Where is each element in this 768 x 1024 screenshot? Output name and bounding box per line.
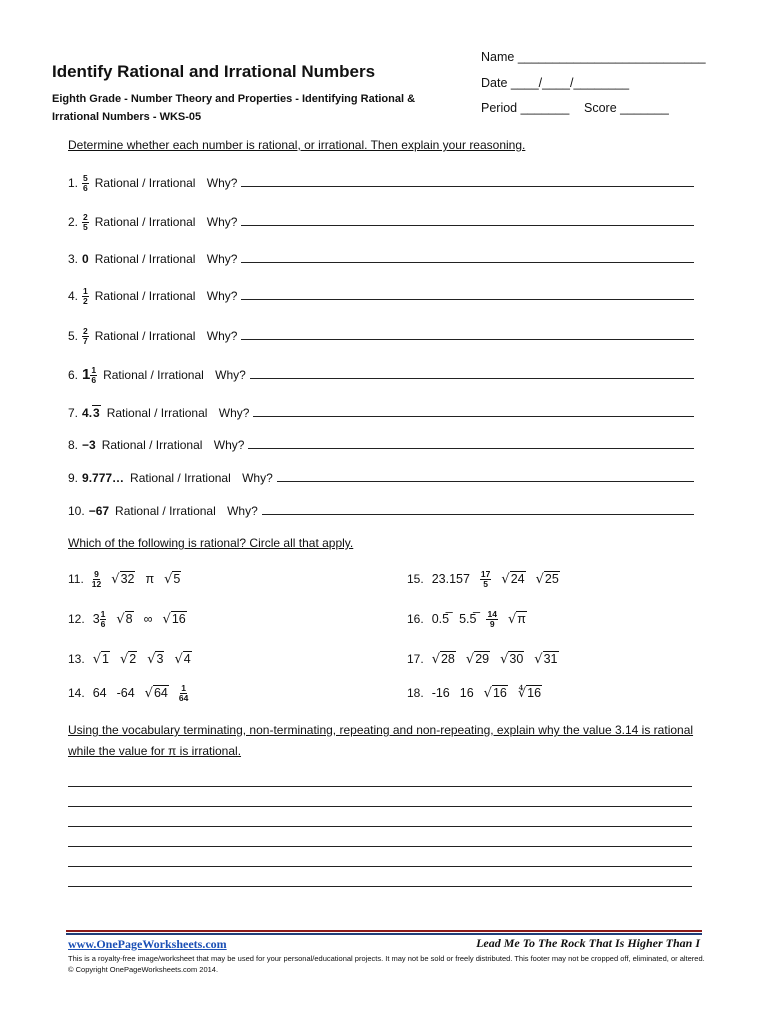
answer-option[interactable]: 5.5̅ <box>459 612 477 626</box>
question-expression: −3 <box>82 438 96 452</box>
fraction-numerator: 5 <box>83 173 88 184</box>
fraction-denominator: 5 <box>83 222 88 233</box>
question-expression <box>82 173 89 194</box>
question-number: 12. <box>68 612 85 626</box>
answer-option[interactable] <box>500 652 524 666</box>
answer-option[interactable]: 3 $\frac{1}{6}$ <box>92 609 106 630</box>
radicand: 24 <box>510 572 525 586</box>
why-label: Why? <box>211 368 246 382</box>
why-answer-line[interactable] <box>262 502 694 515</box>
fraction-denominator: 6 <box>83 183 88 194</box>
question-expression: 9.777… <box>82 471 125 485</box>
rational-irrational-choice[interactable]: Rational / Irrational <box>103 368 204 382</box>
why-label: Why? <box>203 329 238 343</box>
question-expression: 1 $\frac{1}{6}$ <box>82 365 97 386</box>
worksheet-title: Identify Rational and Irrational Numbers <box>52 62 376 81</box>
radical-sign: √ <box>500 652 509 667</box>
radical-sign: √ <box>119 652 129 667</box>
radicand: 31 <box>543 652 558 666</box>
multiple-choice-row <box>407 684 552 702</box>
question-expression <box>82 326 89 347</box>
radical-sign: √ <box>147 652 156 667</box>
answer-line[interactable] <box>68 826 692 827</box>
fraction-denominator: 6 <box>91 375 97 386</box>
question-number: 6. <box>68 368 79 382</box>
radical-sign: √ <box>483 686 492 701</box>
rational-irrational-choice[interactable]: Rational / Irrational <box>106 406 208 420</box>
score-field[interactable]: Score _______ <box>584 101 669 115</box>
radicand: 4 <box>183 652 191 666</box>
question-number: 4. <box>68 289 79 303</box>
multiple-choice-row <box>68 650 202 668</box>
why-label: Why? <box>203 252 238 266</box>
why-label: Why? <box>203 215 238 229</box>
fraction <box>100 610 107 629</box>
answer-option[interactable] <box>508 612 527 626</box>
answer-line[interactable] <box>68 866 692 867</box>
question-row <box>68 213 694 231</box>
question-row <box>68 287 694 305</box>
question-number: 13. <box>68 652 85 666</box>
radical-sign: √ <box>164 572 173 587</box>
question-row <box>68 250 694 268</box>
rational-irrational-choice[interactable]: Rational / Irrational <box>130 471 231 485</box>
why-label: Why? <box>203 289 238 303</box>
section2-instruction: Which of the following is rational? Circle all that apply. <box>68 536 354 550</box>
answer-option[interactable]: -64 <box>116 686 135 700</box>
radicand: 1 <box>101 652 109 666</box>
radicand: 29 <box>475 652 490 666</box>
why-answer-line[interactable] <box>241 287 694 300</box>
answer-option[interactable]: -16 <box>431 686 450 700</box>
radicand: 8 <box>125 612 133 626</box>
rational-irrational-choice[interactable]: Rational / Irrational <box>94 215 196 229</box>
answer-option[interactable] <box>484 686 508 700</box>
question-number: 17. <box>407 652 424 666</box>
fraction-numerator: 2 <box>83 212 88 223</box>
fraction-numerator: 17 <box>480 569 491 580</box>
fraction <box>480 570 491 589</box>
answer-option[interactable] <box>432 652 456 666</box>
radical-sign: √ <box>111 572 120 587</box>
question-number: 18. <box>407 686 424 700</box>
answer-option[interactable] <box>120 652 137 666</box>
why-answer-line[interactable] <box>241 250 694 263</box>
multiple-choice-row <box>407 570 570 588</box>
question-number: 3. <box>68 252 79 266</box>
section1-instruction: Determine whether each number is rational, or irrational. Then explain your reasoning. <box>68 138 526 152</box>
fraction <box>82 327 89 346</box>
rational-irrational-choice[interactable]: Rational / Irrational <box>115 504 216 518</box>
radicand: 3 <box>156 652 164 666</box>
multiple-choice-row <box>68 610 197 628</box>
answer-option[interactable] <box>111 572 135 586</box>
why-answer-line[interactable] <box>248 436 694 449</box>
name-field[interactable]: Name ___________________________ <box>481 50 706 64</box>
answer-option[interactable]: π <box>145 572 155 586</box>
fraction <box>90 366 97 385</box>
answer-option[interactable] <box>164 572 181 586</box>
radicand: 16 <box>171 612 186 626</box>
answer-option[interactable]: 23.157 <box>431 572 470 586</box>
radicand: 25 <box>544 572 559 586</box>
radicand: 5 <box>173 572 181 586</box>
radical-sign: √ <box>92 652 101 667</box>
question-number: 2. <box>68 215 79 229</box>
question-number: 9. <box>68 471 79 485</box>
radical-sign: √ <box>465 652 475 667</box>
why-answer-line[interactable] <box>250 366 694 379</box>
answer-option[interactable] <box>145 686 169 700</box>
worksheet-subtitle: Eighth Grade - Number Theory and Properties - Identifying Rational & Irrational Numbers - WKS-05 <box>52 93 416 123</box>
date-field[interactable]: Date ____/____/________ <box>481 76 630 90</box>
radical-sign: √ <box>534 652 543 667</box>
why-label: Why? <box>203 176 238 190</box>
answer-option[interactable] <box>163 612 187 626</box>
rational-irrational-choice[interactable]: Rational / Irrational <box>94 289 196 303</box>
radical-sign: √ <box>507 612 517 627</box>
fraction <box>82 174 89 193</box>
why-answer-line[interactable] <box>241 174 694 187</box>
radicand: 16 <box>492 686 507 700</box>
footer-copyright-note: This is a royalty-free image/worksheet that may be used for your personal/educational projects. It may not be sold or freely distributed. This footer may not be cropped off, eliminated, or altered. © Copyright OnePageWorksheets.com 2014. <box>68 954 705 974</box>
radicand: 16 <box>527 686 542 700</box>
fraction-denominator: 6 <box>100 619 106 630</box>
answer-option[interactable] <box>480 569 491 590</box>
radicand: π <box>517 612 526 626</box>
fraction <box>82 287 89 306</box>
fraction-denominator: 7 <box>83 336 88 347</box>
answer-option[interactable] <box>178 683 189 704</box>
radicand: 32 <box>120 572 135 586</box>
fraction-numerator: 9 <box>94 569 99 580</box>
rational-irrational-choice[interactable]: Rational / Irrational <box>101 438 203 452</box>
multiple-choice-row <box>68 570 191 588</box>
footer-website-link[interactable]: www.OnePageWorksheets.com <box>68 937 227 951</box>
why-answer-line[interactable] <box>277 469 694 482</box>
answer-option[interactable] <box>116 612 133 626</box>
question-row <box>68 174 694 192</box>
answer-option[interactable] <box>534 652 558 666</box>
answer-option[interactable] <box>466 652 490 666</box>
fraction-numerator: 1 <box>91 365 97 376</box>
question-row <box>68 436 694 454</box>
radical-sign: √ <box>144 686 153 701</box>
radicand: 64 <box>153 686 168 700</box>
radicand: 2 <box>129 652 137 666</box>
question-number: 14. <box>68 686 85 700</box>
question-row <box>68 366 694 384</box>
question-row <box>68 469 694 487</box>
answer-option[interactable] <box>501 572 525 586</box>
question-expression: 4.3 <box>82 406 100 420</box>
question-number: 7. <box>68 406 79 420</box>
why-label: Why? <box>210 438 245 452</box>
fraction-denominator: 5 <box>483 579 489 590</box>
question-expression <box>82 286 89 307</box>
answer-option[interactable]: 16 <box>459 686 474 700</box>
rational-irrational-choice[interactable]: Rational / Irrational <box>94 252 196 266</box>
multiple-choice-row <box>407 650 569 668</box>
question-number: 15. <box>407 572 424 586</box>
fraction-denominator: 12 <box>91 579 102 590</box>
question-expression: 0 <box>82 252 89 266</box>
question-row <box>68 327 694 345</box>
why-answer-line[interactable] <box>253 404 694 417</box>
radicand: 28 <box>440 652 455 666</box>
question-expression <box>82 212 89 233</box>
radical-sign: √ <box>431 652 440 667</box>
answer-option[interactable] <box>518 686 542 700</box>
rational-irrational-choice[interactable]: Rational / Irrational <box>94 329 196 343</box>
answer-option[interactable] <box>536 572 560 586</box>
radical-sign: √ <box>501 572 510 587</box>
footer-motto: Lead Me To The Rock That Is Higher Than I <box>476 936 700 950</box>
section3-instruction: Using the vocabulary terminating, non-terminating, repeating and non-repeating, explain why the value 3.14 is rational while the value for π is irrational. <box>68 723 694 758</box>
question-number: 16. <box>407 612 424 626</box>
fraction-denominator: 9 <box>489 619 495 630</box>
fraction-numerator: 2 <box>83 326 88 337</box>
answer-option[interactable]: ∞ <box>143 612 153 626</box>
question-number: 11. <box>68 572 84 586</box>
footer-divider-blue <box>66 933 702 935</box>
answer-option[interactable]: 64 <box>92 686 107 700</box>
repeating-digit: 3 <box>93 406 100 420</box>
radical-sign: √ <box>162 612 171 627</box>
fraction <box>179 684 188 703</box>
radical-sign: √ <box>116 612 125 627</box>
radical-sign: ∜ <box>517 686 527 701</box>
footer-divider-red <box>66 930 702 932</box>
question-number: 8. <box>68 438 79 452</box>
why-answer-line[interactable] <box>241 213 694 226</box>
answer-option[interactable] <box>486 609 497 630</box>
question-number: 1. <box>68 176 79 190</box>
fraction-denominator: 2 <box>83 296 88 307</box>
why-label: Why? <box>215 406 250 420</box>
question-number: 10. <box>68 504 85 518</box>
answer-option[interactable] <box>174 652 191 666</box>
multiple-choice-row <box>68 684 198 702</box>
answer-option[interactable] <box>91 569 102 590</box>
fraction <box>82 213 89 232</box>
answer-line[interactable] <box>68 886 692 887</box>
answer-option[interactable] <box>147 652 164 666</box>
period-field[interactable]: Period _______ <box>481 101 570 115</box>
fraction-denominator: 64 <box>178 693 189 704</box>
answer-line[interactable] <box>68 806 692 807</box>
question-row <box>68 502 694 520</box>
question-expression: −67 <box>88 504 110 518</box>
radical-sign: √ <box>535 572 544 587</box>
multiple-choice-row <box>407 610 537 628</box>
answer-option[interactable]: 0.5̅ <box>431 612 450 626</box>
fraction-numerator: 1 <box>181 683 186 694</box>
fraction-numerator: 14 <box>487 609 497 620</box>
answer-line[interactable] <box>68 786 692 787</box>
question-number: 5. <box>68 329 79 343</box>
fraction-numerator: 1 <box>83 286 88 297</box>
fraction <box>92 570 101 589</box>
answer-line[interactable] <box>68 846 692 847</box>
fraction <box>486 610 497 629</box>
why-label: Why? <box>223 504 258 518</box>
fraction-numerator: 1 <box>100 609 106 620</box>
radical-sign: √ <box>174 652 183 667</box>
why-label: Why? <box>238 471 273 485</box>
why-answer-line[interactable] <box>241 327 694 340</box>
question-row <box>68 404 694 422</box>
radicand: 30 <box>509 652 524 666</box>
answer-option[interactable] <box>93 652 110 666</box>
rational-irrational-choice[interactable]: Rational / Irrational <box>94 176 196 190</box>
